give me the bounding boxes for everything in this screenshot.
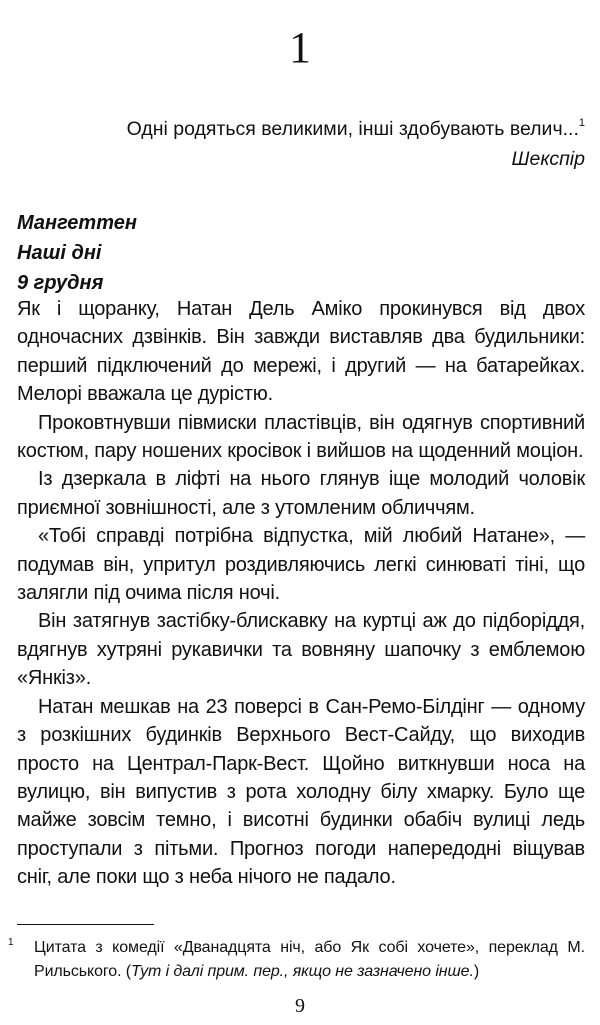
epigraph-quote-line [125,114,585,144]
footnote-divider [17,924,154,925]
epigraph-footnote-ref[interactable]: 1 [578,117,585,129]
setting-block [17,208,137,298]
setting-date: 9 грудня [17,272,104,294]
footnote-mark: 1 [8,937,14,948]
epigraph-author: Шекспір [511,148,585,170]
chapter-body-text [17,295,585,892]
epigraph [125,114,585,174]
setting-place: Мангеттен [17,212,137,234]
footnote-body [17,936,585,984]
chapter-number: 1 [289,23,311,72]
paragraph: Проковтнувши півмиски пластівців, він одягнув спортивний костюм, пару ношених кросівок і вийшов на щоденний моціон. [17,411,585,463]
footnote [8,936,585,984]
epigraph-quote: Одні родяться великими, інші здобувають велич... [126,118,579,140]
paragraph: Натан мешкав на 23 поверсі в Сан-Ремо-Білдінг — одному з розкішних будинків Верхнього Вест-Сайду, що виходив просто на Централ-Парк-Вест. Щойно виткнувши носа на вулицю, він випустив з рота холодну білу хмарку. Було ще майже зовсім темно, і висотні будинки обабіч вулиці ледь проступали з пітьми. Прогноз погоди напередодні віщував сніг, але поки що з неба нічого не падало. [17,695,585,889]
paragraph: Він затягнув застібку-блискавку на куртці аж до підборіддя, вдягнув хутряні рукавички та вовняну шапочку з емблемою «Янкіз». [17,610,585,690]
footnote-close-paren: ) [473,963,480,980]
footnote-translator-note: Тут і далі прим. пер., якщо не зазначено інше. [131,963,474,980]
setting-time: Наші дні [17,242,102,264]
footnote-text: Цитата з комедії «Дванадцята ніч, або Як собі хочете», переклад М. Рильського. ( [34,939,585,980]
paragraph: Як і щоранку, Натан Дель Аміко прокинувся від двох одночасних дзвінків. Він завжди виставляв два будильники: перший підключений до мережі, і другий — на батарейках. Мелорі вважала це дурістю. [17,298,585,406]
paragraph: «Тобі справді потрібна відпустка, мій любий Натане», — подумав він, упритул роздивляючись легкі синюваті тіні, що залягли під очима після ночі. [17,525,585,605]
page-number: 9 [295,995,305,1017]
paragraph: Із дзеркала в ліфті на нього глянув іще молодий чоловік приємної зовнішності, але з утомленим обличчям. [17,468,585,519]
